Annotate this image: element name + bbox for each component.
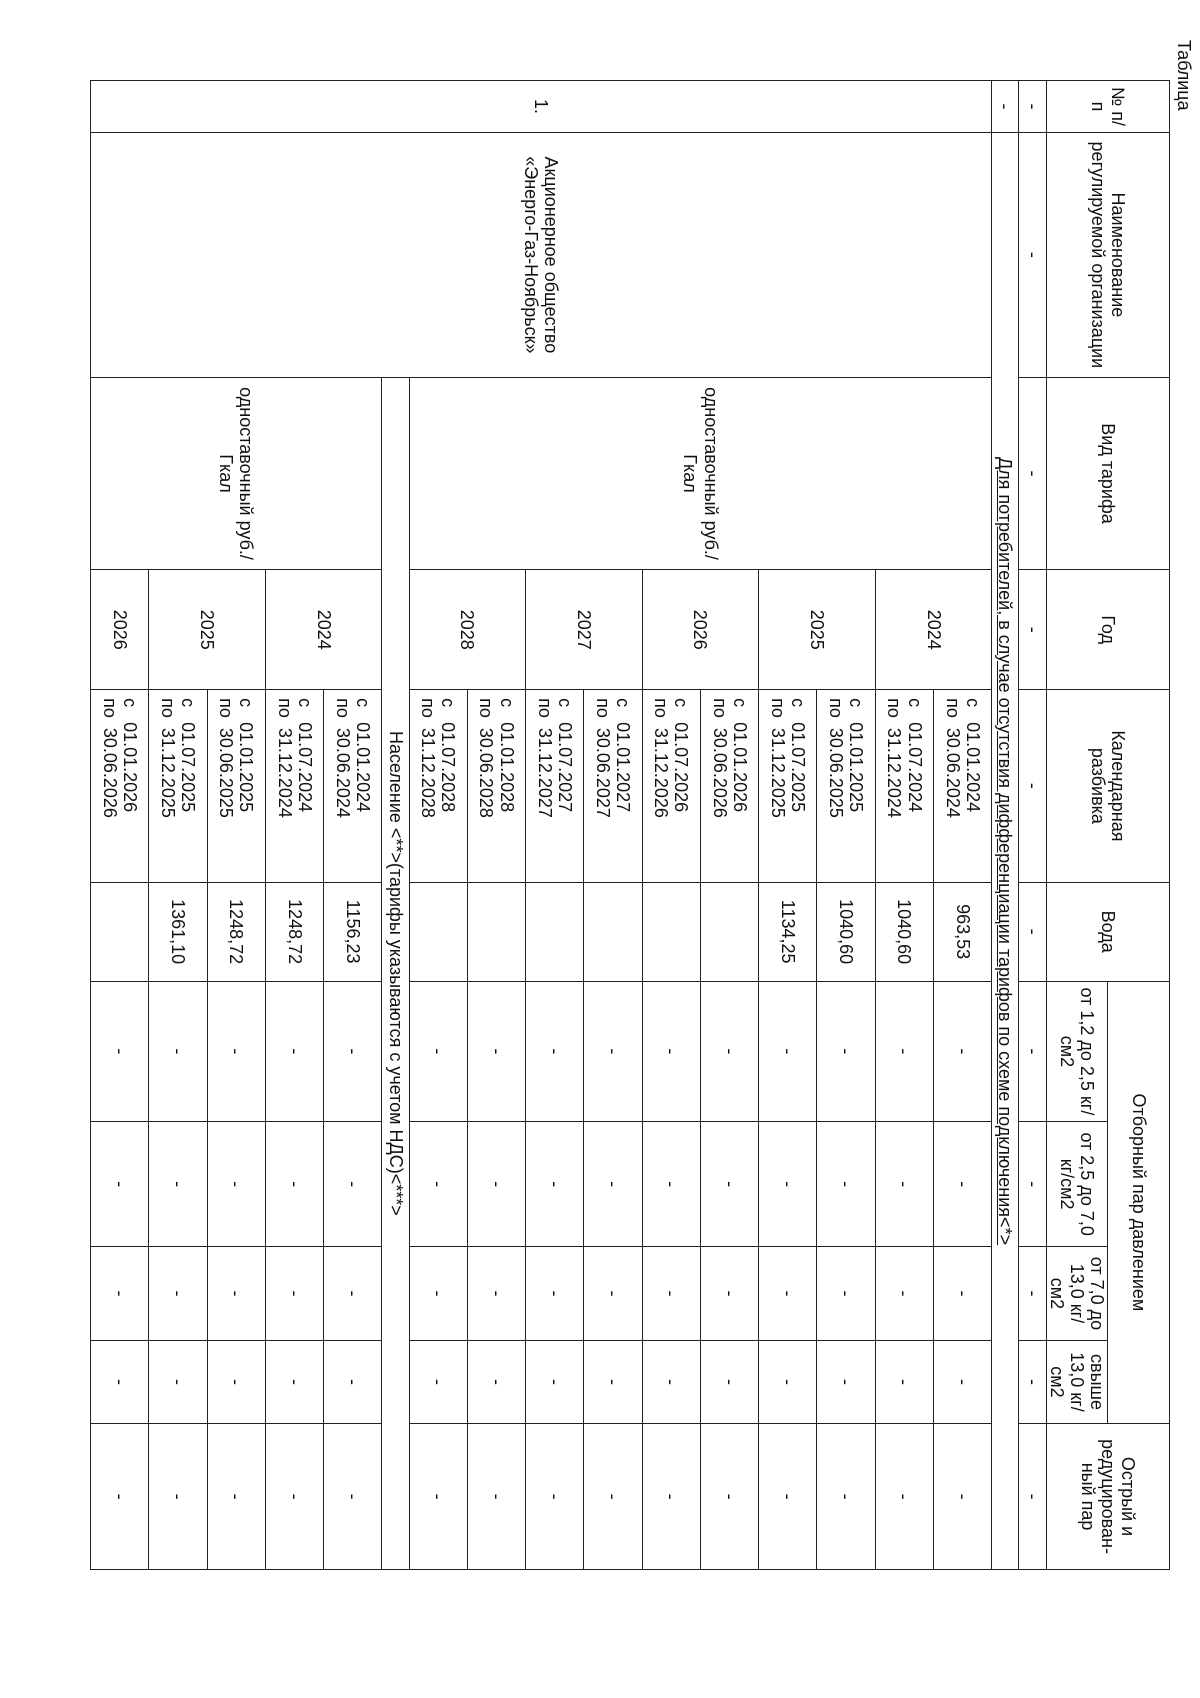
dash-cell: -	[875, 1340, 933, 1423]
dash-cell: -	[265, 1340, 323, 1423]
year-cell: 2026	[642, 570, 759, 690]
period-cell: с 01.07.2026 по 31.12.2026	[642, 690, 700, 883]
water-value: 963,53	[933, 882, 991, 981]
water-value: 1156,23	[324, 882, 382, 981]
dash-cell: -	[817, 1340, 875, 1423]
period-cell: с 01.07.2024 по 31.12.2024	[875, 690, 933, 883]
dash-cell: -	[467, 1122, 525, 1247]
dash-cell: -	[91, 981, 149, 1122]
water-value	[91, 882, 149, 981]
header-steam: Отборный пар давлением	[1108, 981, 1170, 1424]
period-cell: с 01.01.2024 по 30.06.2024	[324, 690, 382, 883]
dash-cell: -	[207, 1424, 265, 1570]
dash-cell: -	[1019, 1340, 1046, 1423]
dash-cell: -	[1019, 690, 1046, 883]
dash-cell: -	[933, 1424, 991, 1570]
dash-cell: -	[875, 1122, 933, 1247]
dash-cell: -	[149, 981, 207, 1122]
table-body	[91, 81, 1047, 1570]
dash-cell: -	[149, 1122, 207, 1247]
dash-cell: -	[409, 1424, 467, 1570]
water-value: 1040,60	[875, 882, 933, 981]
dash-cell: -	[933, 1122, 991, 1247]
dash-cell: -	[1019, 377, 1046, 570]
dash-cell: -	[526, 1424, 584, 1570]
period-cell: с 01.07.2025 по 31.12.2025	[759, 690, 817, 883]
period-cell: с 01.01.2026 по 30.06.2026	[700, 690, 758, 883]
dash-cell: -	[91, 1122, 149, 1247]
period-cell: с 01.01.2026 по 30.06.2026	[91, 690, 149, 883]
header-steam-2: от 2,5 до 7,0 кг/см2	[1046, 1122, 1107, 1247]
dash-cell: -	[933, 981, 991, 1122]
dash-cell: -	[642, 1247, 700, 1341]
dash-cell: -	[467, 1340, 525, 1423]
water-value	[700, 882, 758, 981]
water-value: 1361,10	[149, 882, 207, 981]
dash-cell: -	[324, 981, 382, 1122]
dash-cell: -	[526, 981, 584, 1122]
dash-cell: -	[91, 1247, 149, 1341]
dash-cell: -	[324, 1340, 382, 1423]
water-value	[409, 882, 467, 981]
dash-cell: -	[817, 1247, 875, 1341]
dash-cell: -	[1019, 882, 1046, 981]
header-period: Календарная разбивка	[1046, 690, 1169, 883]
period-cell: с 01.07.2025 по 31.12.2025	[149, 690, 207, 883]
table-caption: Таблица	[1174, 40, 1194, 111]
dash-cell: -	[1019, 1122, 1046, 1247]
water-value	[467, 882, 525, 981]
year-cell: 2027	[526, 570, 643, 690]
dash-cell: -	[933, 1247, 991, 1341]
header-year: Год	[1046, 570, 1169, 690]
year-cell: 2024	[265, 570, 382, 690]
dash-cell: -	[817, 981, 875, 1122]
dash-cell: -	[1019, 1247, 1046, 1341]
dash-cell: -	[324, 1247, 382, 1341]
tariff-type: одноставочный руб./Гкал	[91, 377, 382, 570]
dash-cell: -	[467, 1424, 525, 1570]
dash-cell: -	[642, 1122, 700, 1247]
dash-cell: -	[324, 1424, 382, 1570]
dash-cell: -	[642, 1424, 700, 1570]
banner-consumers-text: Для потребителей, в случае отсутствия дифференциации тарифов по схеме подключения<*>	[995, 456, 1016, 1246]
dash-cell: -	[91, 1340, 149, 1423]
dash-cell: -	[324, 1122, 382, 1247]
dash-cell: -	[409, 981, 467, 1122]
dash-cell: -	[149, 1247, 207, 1341]
dash-cell: -	[91, 1424, 149, 1570]
water-value	[526, 882, 584, 981]
dash-cell: -	[759, 981, 817, 1122]
water-value	[642, 882, 700, 981]
dash-cell: -	[526, 1247, 584, 1341]
dash-cell: -	[992, 81, 1019, 133]
dash-cell: -	[875, 1247, 933, 1341]
dash-cell: -	[526, 1340, 584, 1423]
banner-consumers	[992, 133, 1019, 1570]
period-cell: с 01.01.2028 по 30.06.2028	[467, 690, 525, 883]
dash-cell: -	[265, 981, 323, 1122]
period-cell: с 01.07.2027 по 31.12.2027	[526, 690, 584, 883]
dash-cell: -	[642, 1340, 700, 1423]
dash-cell: -	[409, 1340, 467, 1423]
dash-cell: -	[759, 1122, 817, 1247]
dash-cell: -	[759, 1340, 817, 1423]
period-cell: с 01.07.2028 по 31.12.2028	[409, 690, 467, 883]
dash-cell: -	[467, 981, 525, 1122]
header-water: Вода	[1046, 882, 1169, 981]
dash-cell: -	[265, 1247, 323, 1341]
period-cell: с 01.01.2027 по 30.06.2027	[584, 690, 642, 883]
dash-cell: -	[1019, 1424, 1046, 1570]
period-cell: с 01.07.2024 по 31.12.2024	[265, 690, 323, 883]
dash-cell: -	[1019, 81, 1046, 133]
water-value: 1248,72	[207, 882, 265, 981]
dash-cell: -	[700, 1247, 758, 1341]
dash-cell: -	[817, 1424, 875, 1570]
water-value	[584, 882, 642, 981]
header-sharp-steam: Острый и редуцирован-ный пар	[1046, 1424, 1169, 1570]
dash-cell: -	[207, 1122, 265, 1247]
dash-cell: -	[875, 981, 933, 1122]
consumers-banner-row	[992, 81, 1019, 1570]
dash-cell: -	[700, 981, 758, 1122]
dash-cell: -	[642, 981, 700, 1122]
dash-cell: -	[1019, 133, 1046, 378]
dash-cell: -	[584, 1340, 642, 1423]
dash-cell: -	[1019, 981, 1046, 1122]
table-row	[933, 81, 991, 1570]
dash-row	[1019, 81, 1046, 1570]
year-cell: 2025	[759, 570, 876, 690]
dash-cell: -	[584, 981, 642, 1122]
dash-cell: -	[409, 1247, 467, 1341]
header-tariff-type: Вид тарифа	[1046, 377, 1169, 570]
water-value: 1248,72	[265, 882, 323, 981]
banner-population: Население <**>(тарифы указываются с учетом НДС)<***>	[382, 377, 409, 1569]
dash-cell: -	[265, 1122, 323, 1247]
year-cell: 2024	[875, 570, 992, 690]
year-cell: 2026	[91, 570, 149, 690]
dash-cell: -	[149, 1340, 207, 1423]
year-cell: 2025	[149, 570, 266, 690]
dash-cell: -	[817, 1122, 875, 1247]
dash-cell: -	[584, 1122, 642, 1247]
dash-cell: -	[700, 1122, 758, 1247]
dash-cell: -	[149, 1424, 207, 1570]
dash-cell: -	[265, 1424, 323, 1570]
dash-cell: -	[875, 1424, 933, 1570]
dash-cell: -	[526, 1122, 584, 1247]
header-steam-1: от 1,2 до 2,5 кг/см2	[1046, 981, 1107, 1122]
dash-cell: -	[933, 1340, 991, 1423]
dash-cell: -	[584, 1424, 642, 1570]
header-organization: Наименование регулируемой организации	[1046, 133, 1169, 378]
header-steam-3: от 7,0 до 13,0 кг/см2	[1046, 1247, 1107, 1341]
row-number: 1.	[91, 81, 992, 133]
organization-name: Акционерное общество «Энерго-Газ-Ноябрьск»	[91, 133, 992, 378]
period-cell: с 01.01.2024 по 30.06.2024	[933, 690, 991, 883]
water-value: 1134,25	[759, 882, 817, 981]
period-cell: с 01.01.2025 по 30.06.2025	[207, 690, 265, 883]
year-cell: 2028	[409, 570, 526, 690]
dash-cell: -	[584, 1247, 642, 1341]
dash-cell: -	[700, 1340, 758, 1423]
header-number: № п/п	[1046, 81, 1169, 133]
tariff-type: одноставочный руб./Гкал	[409, 377, 992, 570]
dash-cell: -	[207, 981, 265, 1122]
dash-cell: -	[700, 1424, 758, 1570]
period-cell: с 01.01.2025 по 30.06.2025	[817, 690, 875, 883]
tariff-table	[90, 80, 1170, 1570]
dash-cell: -	[207, 1247, 265, 1341]
dash-cell: -	[759, 1424, 817, 1570]
dash-cell: -	[467, 1247, 525, 1341]
dash-cell: -	[1019, 570, 1046, 690]
dash-cell: -	[759, 1247, 817, 1341]
water-value: 1040,60	[817, 882, 875, 981]
header-steam-4: свыше 13,0 кг/см2	[1046, 1340, 1107, 1423]
dash-cell: -	[409, 1122, 467, 1247]
dash-cell: -	[207, 1340, 265, 1423]
